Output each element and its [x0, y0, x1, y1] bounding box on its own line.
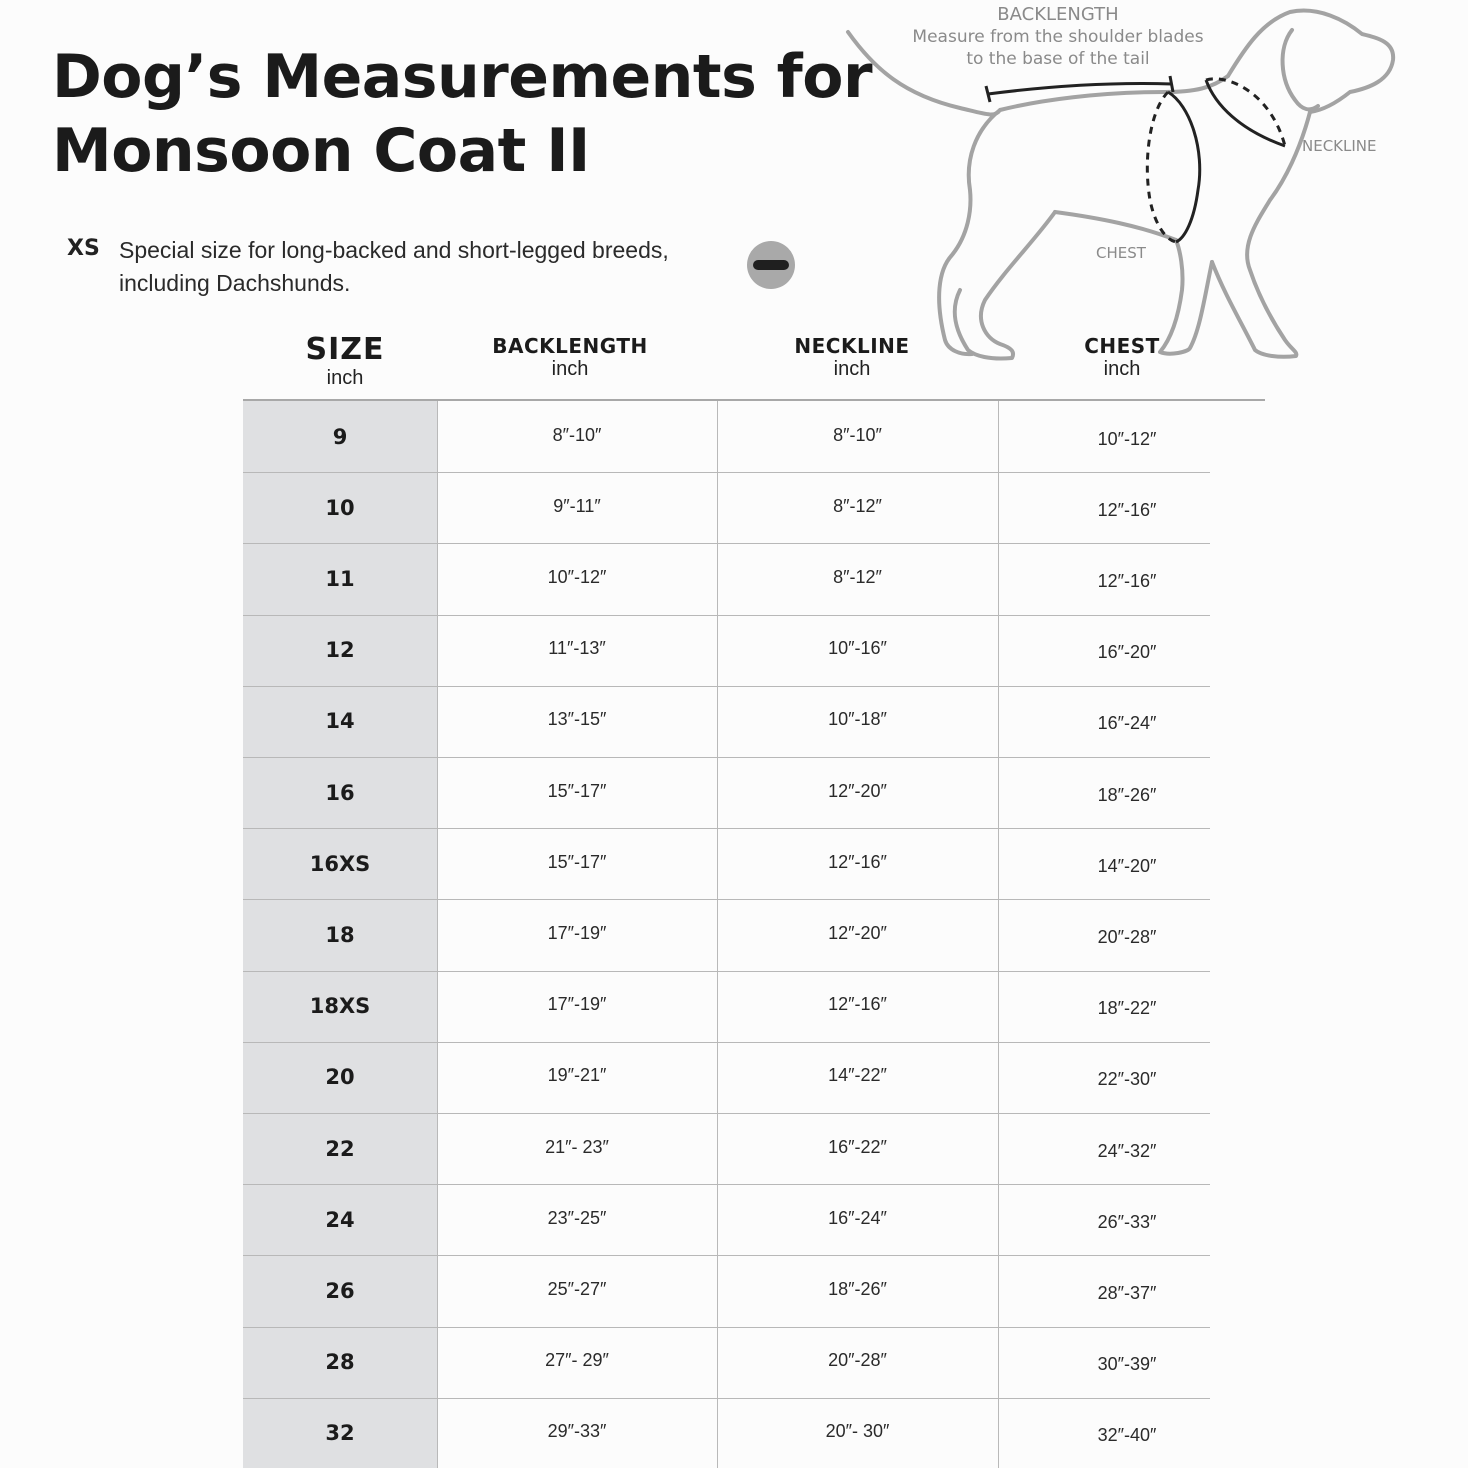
neckline-back-dashed [1206, 79, 1285, 146]
row-divider [243, 1042, 1210, 1043]
chest-cell: 26″-33″ [1097, 1211, 1157, 1232]
column-header-name: NECKLINE [794, 334, 910, 358]
backlength-cell: 10″-12″ [547, 567, 607, 587]
chest-cell: 22″-30″ [1097, 1069, 1157, 1090]
backlength-cell: 21″- 23″ [545, 1136, 609, 1157]
neckline-diagram-label: NECKLINE [1302, 137, 1377, 155]
chest-cell: 32″-40″ [1097, 1425, 1157, 1446]
neckline-cell: 16″-22″ [828, 1136, 887, 1157]
column-header-name: CHEST [1084, 334, 1160, 358]
xs-marker-icon [747, 241, 795, 289]
chest-cell: 28″-37″ [1097, 1283, 1157, 1303]
size-cell: 10 [325, 495, 355, 520]
neckline-cell: 12″-20″ [828, 923, 887, 943]
size-cell: 24 [325, 1207, 355, 1232]
column-header-unit: inch [1103, 358, 1141, 380]
neckline-cell: 12″-16″ [828, 851, 887, 872]
size-cell: 16 [325, 780, 355, 805]
neckline-cell: 18″-26″ [828, 1279, 887, 1299]
size-cell: 9 [332, 424, 348, 449]
dog-outline-belly [1055, 212, 1176, 240]
backlength-cell: 17″-19″ [547, 994, 607, 1015]
size-cell: 20 [325, 1065, 355, 1090]
chest-front-line [1168, 92, 1200, 242]
neckline-cell: 10″-16″ [828, 638, 887, 659]
neckline-cell: 8″-10″ [833, 424, 882, 445]
neckline-cell: 8″-12″ [833, 567, 882, 587]
chest-back-dashed [1147, 92, 1176, 242]
dog-outline-front [1212, 112, 1310, 357]
backlength-tick-right [1170, 76, 1173, 92]
dog-outline-hind-rear [939, 110, 1000, 354]
neckline-cell: 10″-18″ [828, 709, 887, 730]
chest-cell: 18″-22″ [1097, 998, 1157, 1019]
backlength-description-line-1: Measure from the shoulder blades [912, 27, 1204, 47]
row-divider [243, 1113, 1210, 1114]
row-divider [243, 828, 1210, 829]
row-divider [243, 899, 1210, 900]
neckline-cell: 14″-22″ [828, 1065, 887, 1086]
title-line-1: Dog’s Measurements for [52, 42, 873, 112]
backlength-cell: 29″-33″ [547, 1421, 607, 1442]
row-divider [243, 1398, 1210, 1399]
backlength-cell: 17″-19″ [547, 923, 607, 943]
row-divider [243, 1255, 1210, 1256]
column-header-backlength [470, 334, 670, 380]
chest-cell: 12″-16″ [1097, 571, 1157, 591]
backlength-description-line-2: to the base of the tail [966, 49, 1150, 69]
chest-cell: 12″-16″ [1097, 499, 1157, 520]
backlength-cell: 8″-10″ [552, 424, 602, 445]
backlength-cell: 11″-13″ [548, 638, 606, 659]
size-cell: 22 [325, 1136, 355, 1161]
row-divider [243, 1327, 1210, 1328]
column-header-size [290, 332, 400, 389]
dog-outline-head [1228, 11, 1393, 112]
row-divider [243, 1184, 1210, 1185]
column-header-neckline [752, 334, 952, 380]
column-header-unit: inch [551, 358, 589, 380]
size-cell: 18XS [309, 994, 371, 1019]
column-header-name: SIZE [305, 332, 385, 367]
backlength-cell: 9″-11″ [553, 495, 601, 516]
xs-note-line-2: including Dachshunds. [119, 270, 351, 296]
row-divider [243, 757, 1210, 758]
backlength-cell: 25″-27″ [547, 1279, 607, 1299]
chest-cell: 30″-39″ [1097, 1354, 1157, 1375]
chest-cell: 16″-24″ [1097, 713, 1157, 734]
backlength-diagram-label: BACKLENGTH [997, 4, 1119, 25]
xs-size-code: XS [67, 236, 100, 261]
page-title [52, 40, 872, 188]
size-cell: 11 [325, 567, 355, 591]
backlength-cell: 23″-25″ [547, 1207, 607, 1228]
neckline-cell: 20″- 30″ [825, 1421, 890, 1442]
chest-diagram-label: CHEST [1096, 244, 1146, 262]
neckline-cell: 20″-28″ [828, 1350, 887, 1371]
size-cell: 32 [325, 1421, 355, 1446]
backlength-description [898, 26, 1218, 70]
neckline-cell: 12″-16″ [828, 994, 887, 1015]
backlength-cell: 19″-21″ [547, 1065, 607, 1086]
neckline-cell: 8″-12″ [833, 495, 882, 516]
column-header-unit: inch [833, 358, 871, 380]
size-cell: 14 [325, 709, 355, 734]
chest-cell: 10″-12″ [1097, 428, 1157, 449]
backlength-cell: 13″-15″ [547, 709, 607, 730]
title-line-2: Monsoon Coat II [52, 116, 590, 186]
backlength-cell: 15″-17″ [547, 851, 607, 872]
row-divider [243, 472, 1210, 473]
column-header-name: BACKLENGTH [492, 334, 648, 358]
row-divider [243, 543, 1210, 544]
neckline-cell: 16″-24″ [828, 1207, 887, 1228]
row-divider [243, 686, 1210, 687]
xs-size-note [119, 234, 719, 300]
size-cell: 26 [325, 1279, 355, 1303]
column-header-unit: inch [326, 367, 364, 389]
chest-cell: 18″-26″ [1097, 784, 1157, 805]
row-divider [243, 971, 1210, 972]
row-divider [243, 615, 1210, 616]
backlength-tick-left [986, 86, 990, 102]
chest-cell: 14″-20″ [1097, 855, 1157, 876]
backlength-cell: 27″- 29″ [545, 1350, 609, 1371]
size-cell: 18 [325, 923, 355, 947]
chest-cell: 20″-28″ [1097, 927, 1157, 947]
size-cell: 16XS [309, 851, 371, 876]
size-cell: 12 [325, 638, 355, 663]
backlength-cell: 15″-17″ [547, 780, 607, 801]
chest-cell: 16″-20″ [1097, 642, 1157, 663]
column-header-chest [1022, 334, 1222, 380]
chest-cell: 24″-32″ [1097, 1140, 1157, 1161]
neckline-cell: 12″-20″ [828, 780, 887, 801]
size-cell: 28 [325, 1350, 355, 1375]
xs-note-line-1: Special size for long-backed and short-legged breeds, [119, 237, 669, 263]
dog-outline-ear [1283, 30, 1318, 109]
